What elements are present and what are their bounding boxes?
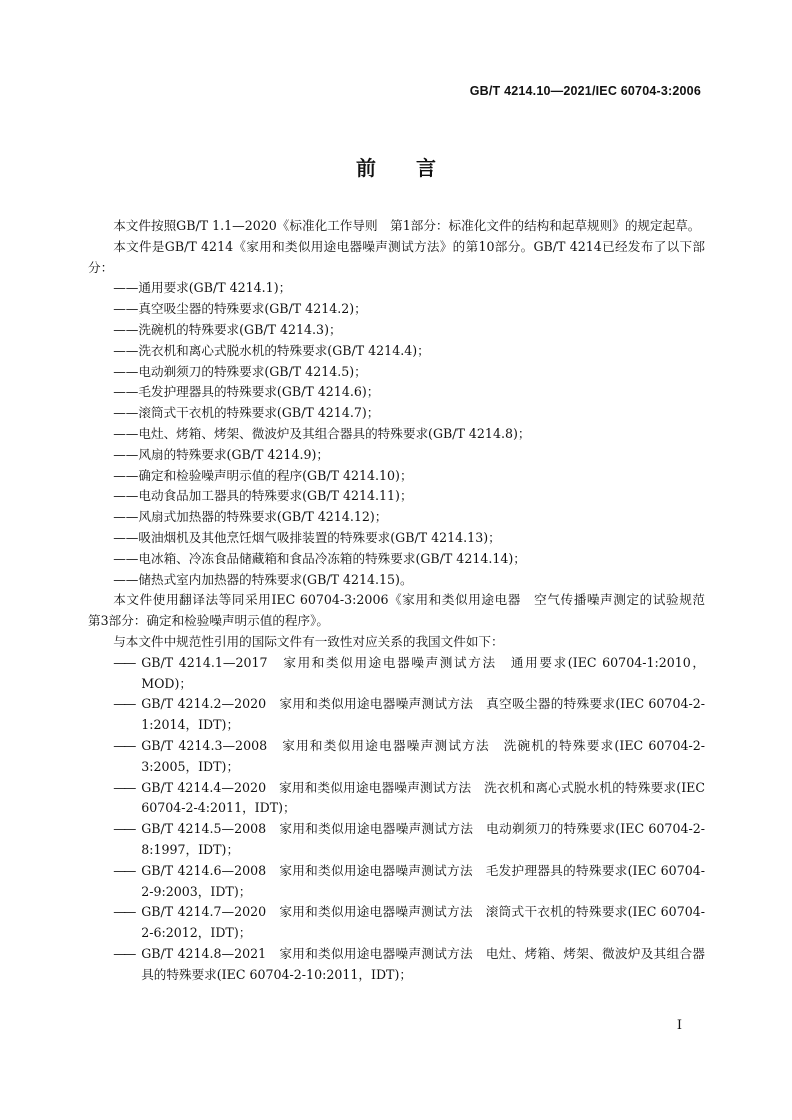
list-item: ——滚筒式干衣机的特殊要求(GB/T 4214.7)； bbox=[113, 405, 380, 421]
list-item: ——电灶、烤箱、烤架、微波炉及其组合器具的特殊要求(GB/T 4214.8)； bbox=[113, 425, 531, 441]
list-item: ——风扇式加热器的特殊要求(GB/T 4214.12)； bbox=[113, 509, 388, 525]
title-char-1: 前 bbox=[356, 156, 376, 180]
standard-id-header: GB/T 4214.10—2021/IEC 60704-3:2006 bbox=[469, 84, 701, 98]
title-char-2: 言 bbox=[416, 156, 436, 180]
list-item: ——真空吸尘器的特殊要求(GB/T 4214.2)； bbox=[113, 301, 367, 317]
reference-item: —— GB/T 4214.3—2008 家用和类似用途电器噪声测试方法 洗碗机的特殊要求(IEC 60704-2-3:2005，IDT)； bbox=[113, 737, 705, 774]
list-item: ——吸油烟机及其他烹饪烟气吸排装置的特殊要求(GB/T 4214.13)； bbox=[113, 529, 501, 545]
list-item: ——风扇的特殊要求(GB/T 4214.9)； bbox=[113, 446, 329, 462]
list-item: ——确定和检验噪声明示值的程序(GB/T 4214.10)； bbox=[113, 467, 413, 483]
document-body bbox=[88, 216, 718, 985]
reference-item: —— GB/T 4214.8—2021 家用和类似用途电器噪声测试方法 电灶、烤箱、烤架、微波炉及其组合器具的特殊要求(IEC 60704-2-10:2011，IDT)； bbox=[113, 945, 705, 982]
references-list bbox=[88, 653, 705, 986]
page-number: I bbox=[676, 1018, 682, 1033]
reference-item: —— GB/T 4214.4—2020 家用和类似用途电器噪声测试方法 洗衣机和离心式脱水机的特殊要求(IEC 60704-2-4:2011，IDT)； bbox=[113, 779, 705, 816]
list-item: ——电冰箱、冷冻食品储藏箱和食品冷冻箱的特殊要求(GB/T 4214.14)； bbox=[113, 550, 526, 566]
reference-item: —— GB/T 4214.2—2020 家用和类似用途电器噪声测试方法 真空吸尘器的特殊要求(IEC 60704-2-1:2014，IDT)； bbox=[113, 696, 705, 733]
list-item: ——储热式室内加热器的特殊要求(GB/T 4214.15)。 bbox=[113, 571, 413, 587]
list-item: ——电动剃须刀的特殊要求(GB/T 4214.5)； bbox=[113, 363, 367, 379]
list-item: ——洗碗机的特殊要求(GB/T 4214.3)； bbox=[113, 321, 342, 337]
page-title bbox=[0, 152, 792, 181]
paragraph-drafting-rules: 本文件按照GB/T 1.1—2020《标准化工作导则 第1部分：标准化文件的结构和起草规则》的规定起草。 bbox=[113, 218, 701, 233]
list-item: ——毛发护理器具的特殊要求(GB/T 4214.6)； bbox=[113, 384, 380, 400]
reference-item: —— GB/T 4214.1—2017 家用和类似用途电器噪声测试方法 通用要求(IEC 60704-1:2010，MOD)； bbox=[113, 654, 705, 691]
list-item: ——洗衣机和离心式脱水机的特殊要求(GB/T 4214.4)； bbox=[113, 342, 430, 358]
paragraph-references-intro: 与本文件中规范性引用的国际文件有一致性对应关系的我国文件如下： bbox=[113, 633, 504, 649]
paragraph-series-intro: 本文件是GB/T 4214《家用和类似用途电器噪声测试方法》的第10部分。GB/T 4214已经发布了以下部分： bbox=[88, 238, 705, 275]
reference-item: —— GB/T 4214.5—2008 家用和类似用途电器噪声测试方法 电动剃须刀的特殊要求(IEC 60704-2-8:1997，IDT)； bbox=[113, 821, 705, 857]
parts-list bbox=[88, 278, 705, 590]
reference-item: —— GB/T 4214.6—2008 家用和类似用途电器噪声测试方法 毛发护理器具的特殊要求(IEC 60704-2-9:2003，IDT)； bbox=[113, 862, 705, 899]
paragraph-adoption: 本文件使用翻译法等同采用IEC 60704-3:2006《家用和类似用途电器 空气传播噪声测定的试验规范 第3部分：确定和检验噪声明示值的程序》。 bbox=[88, 592, 718, 629]
list-item: ——电动食品加工器具的特殊要求(GB/T 4214.11)； bbox=[113, 488, 413, 504]
list-item: ——通用要求(GB/T 4214.1)； bbox=[113, 280, 292, 296]
reference-item: —— GB/T 4214.7—2020 家用和类似用途电器噪声测试方法 滚筒式干衣机的特殊要求(IEC 60704-2-6:2012，IDT)； bbox=[113, 904, 705, 941]
